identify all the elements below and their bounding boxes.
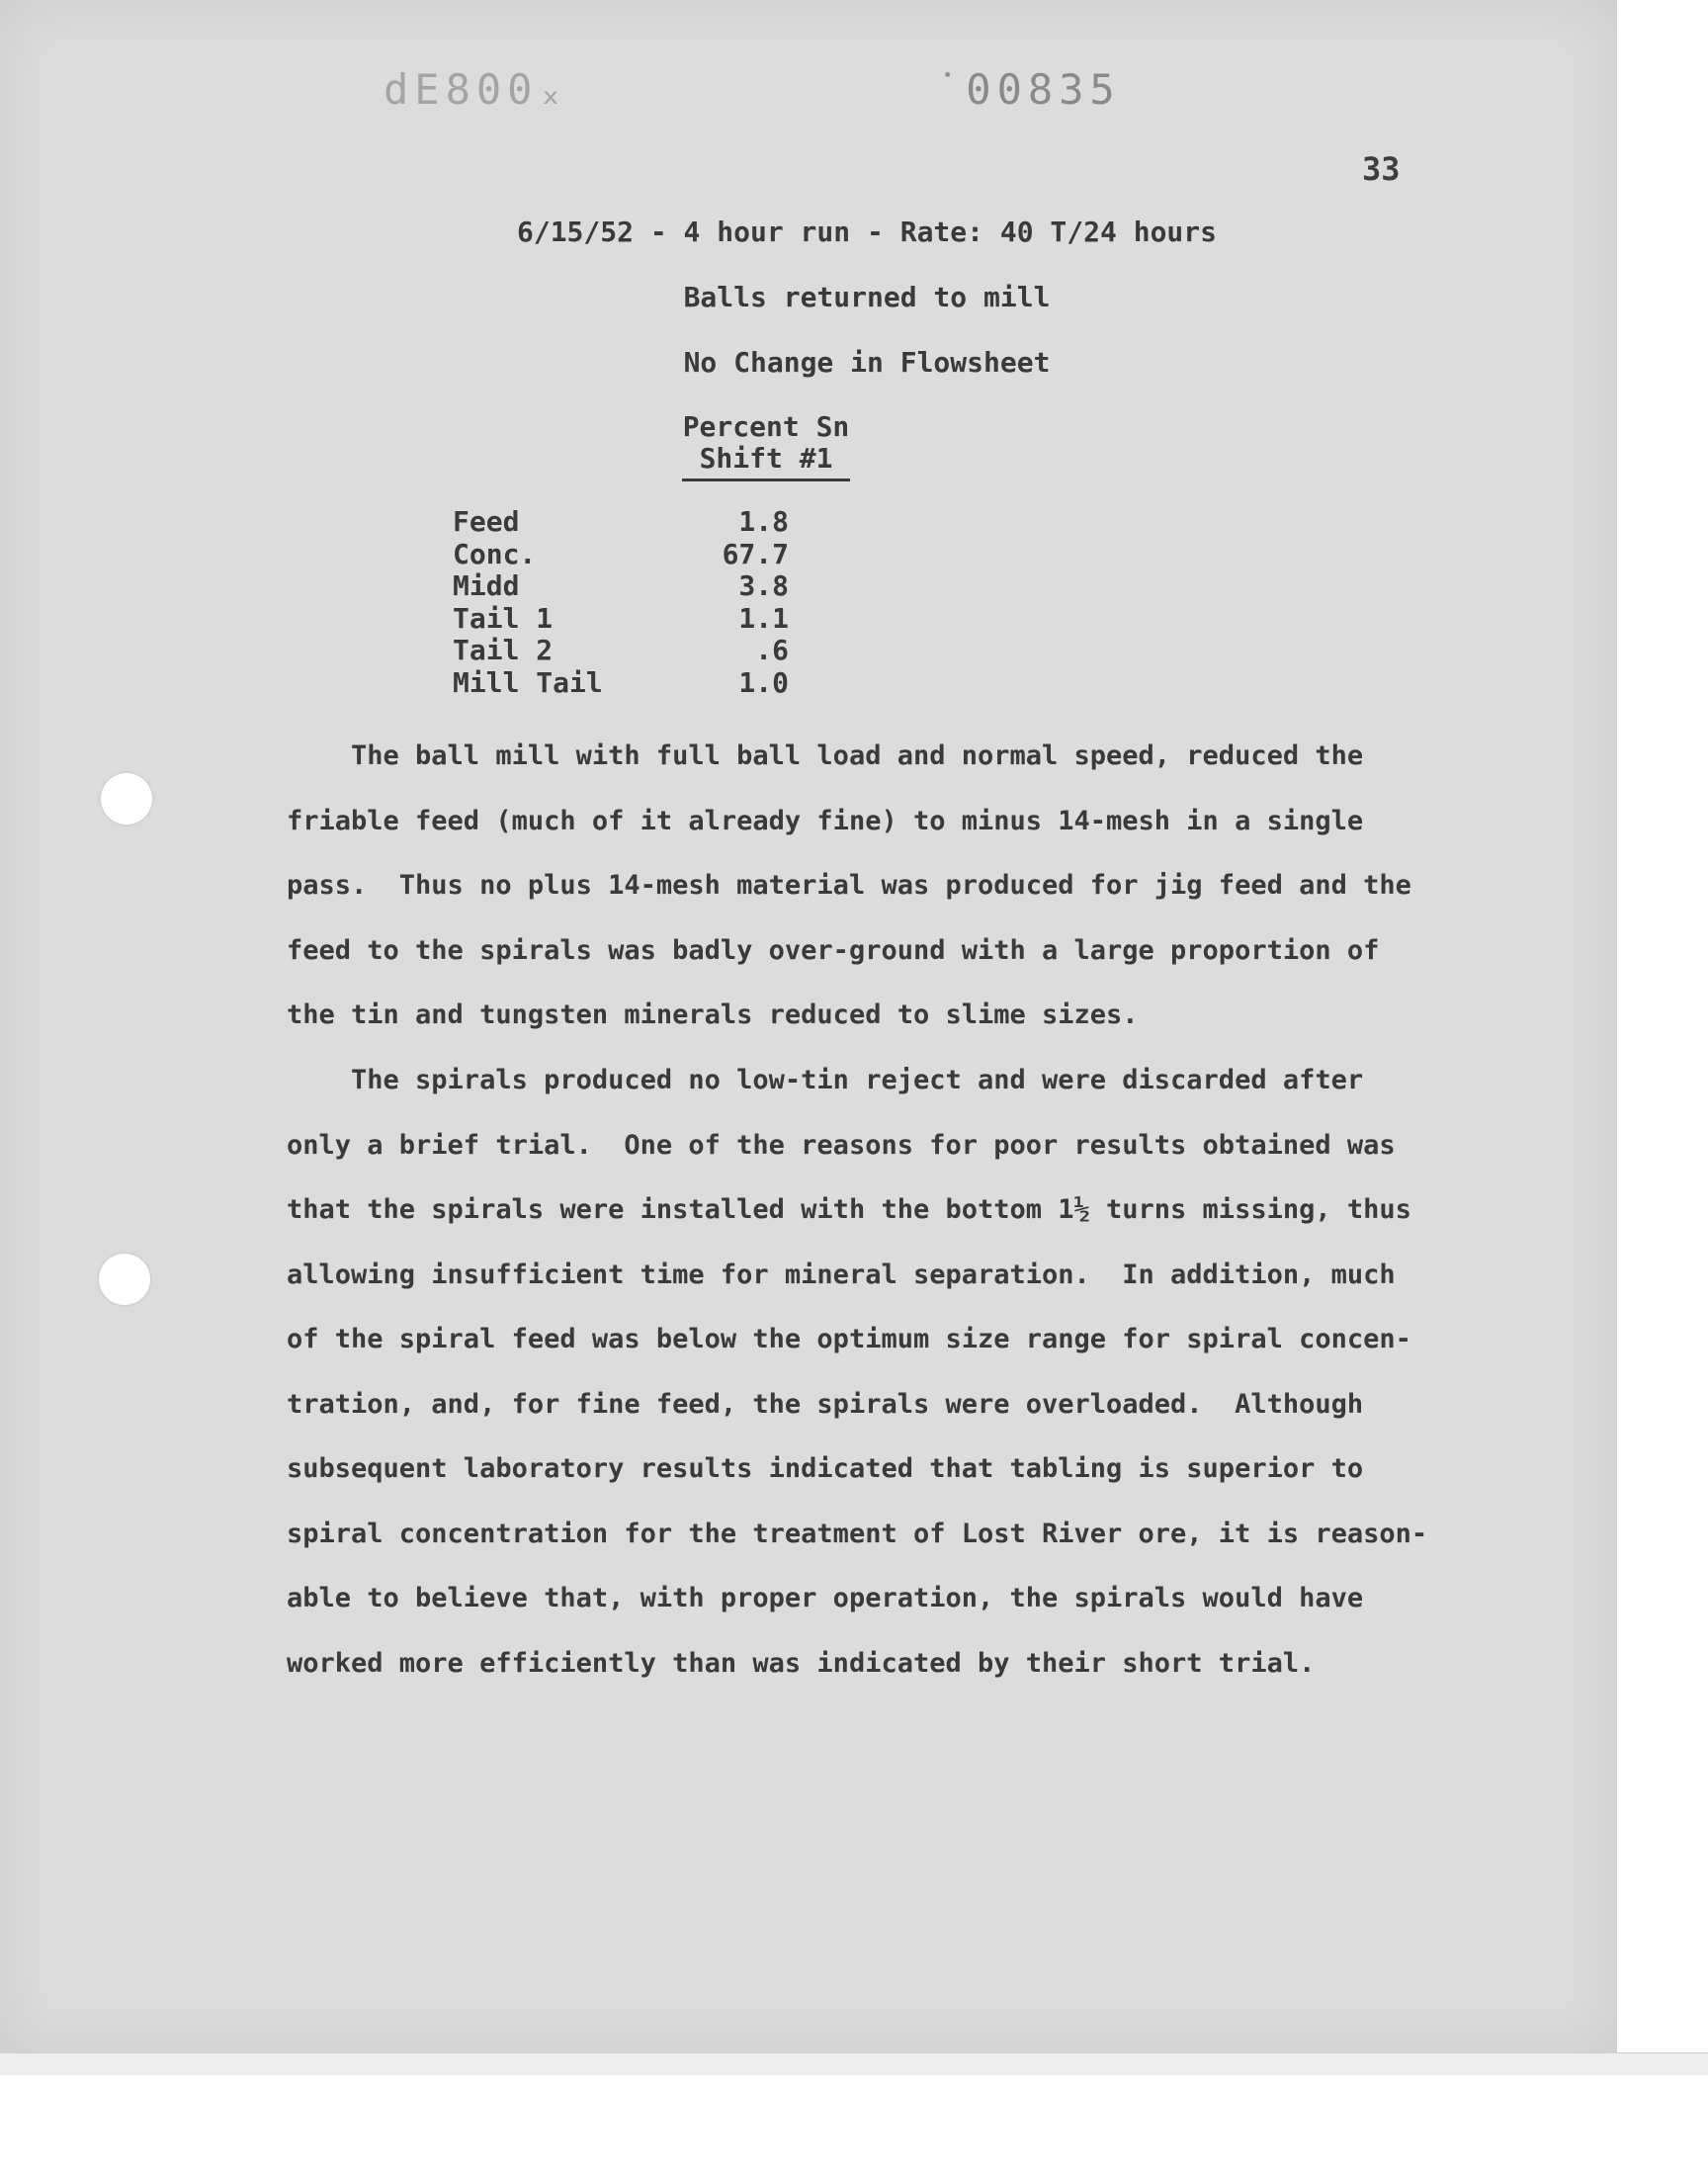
text-line: of the spiral feed was below the optimum size range for spiral concen- xyxy=(287,1324,1411,1354)
page-bottom-edge xyxy=(0,2052,1708,2075)
page-number: 33 xyxy=(1362,150,1401,188)
row-value: .6 xyxy=(755,634,789,666)
text-line: able to believe that, with proper operation, the spirals would have xyxy=(287,1583,1364,1613)
stamp-number-right: ˙00835 xyxy=(935,65,1121,114)
subheading-flowsheet: No Change in Flowsheet xyxy=(683,346,1051,379)
table-row xyxy=(453,506,789,539)
row-label: Tail 1 xyxy=(453,601,554,635)
row-value: 67.7 xyxy=(722,537,789,570)
row-value: 1.8 xyxy=(738,505,789,538)
text-line: the tin and tungsten minerals reduced to slime sizes. xyxy=(287,1000,1139,1030)
subheading-balls: Balls returned to mill xyxy=(683,281,1051,313)
text-line: The ball mill with full ball load and normal speed, reduced the xyxy=(287,740,1364,771)
table-row xyxy=(453,603,789,636)
paragraph-ball-mill xyxy=(287,724,1453,1048)
table-column-header xyxy=(682,411,850,481)
table-row xyxy=(453,635,789,667)
column-header-line2: Shift #1 xyxy=(682,443,850,481)
text-line: spiral concentration for the treatment of Lost River ore, it is reason- xyxy=(287,1518,1428,1549)
stamp-number-left: dE800ₓ xyxy=(384,65,569,114)
row-value: 3.8 xyxy=(738,569,789,602)
row-label: Mill Tail xyxy=(453,665,603,699)
text-line: worked more efficiently than was indicated by their short trial. xyxy=(287,1647,1316,1679)
row-label: Tail 2 xyxy=(453,634,554,666)
text-line: allowing insufficient time for mineral separation. In addition, much xyxy=(287,1259,1396,1290)
punch-hole-top xyxy=(101,773,152,825)
row-label: Conc. xyxy=(453,537,537,570)
text-line: tration, and, for fine feed, the spirals were overloaded. Although xyxy=(287,1388,1364,1420)
run-heading: 6/15/52 - 4 hour run - Rate: 40 T/24 hours xyxy=(516,216,1217,248)
row-label: Feed xyxy=(453,505,520,538)
text-line: feed to the spirals was badly over-ground with a large proportion of xyxy=(287,934,1380,966)
assay-table xyxy=(453,506,789,699)
text-line: only a brief trial. One of the reasons for poor results obtained was xyxy=(287,1129,1396,1161)
column-header-line1: Percent Sn xyxy=(682,410,850,443)
text-line: pass. Thus no plus 14-mesh material was produced for jig feed and the xyxy=(287,870,1411,901)
text-line: that the spirals were installed with the bottom 1½ turns missing, thus xyxy=(287,1194,1411,1225)
table-row xyxy=(453,570,789,603)
paragraph-spirals xyxy=(287,1048,1453,1696)
text-line: subsequent laboratory results indicated that tabling is superior to xyxy=(287,1453,1364,1484)
row-value: 1.1 xyxy=(738,601,789,635)
text-line: friable feed (much of it already fine) to minus 14-mesh in a single xyxy=(287,805,1364,836)
row-label: Midd xyxy=(453,569,520,602)
punch-hole-bottom xyxy=(99,1254,150,1305)
row-value: 1.0 xyxy=(738,665,789,699)
table-row xyxy=(453,667,789,700)
table-row xyxy=(453,539,789,571)
text-line: The spirals produced no low-tin reject and were discarded after xyxy=(287,1065,1364,1095)
